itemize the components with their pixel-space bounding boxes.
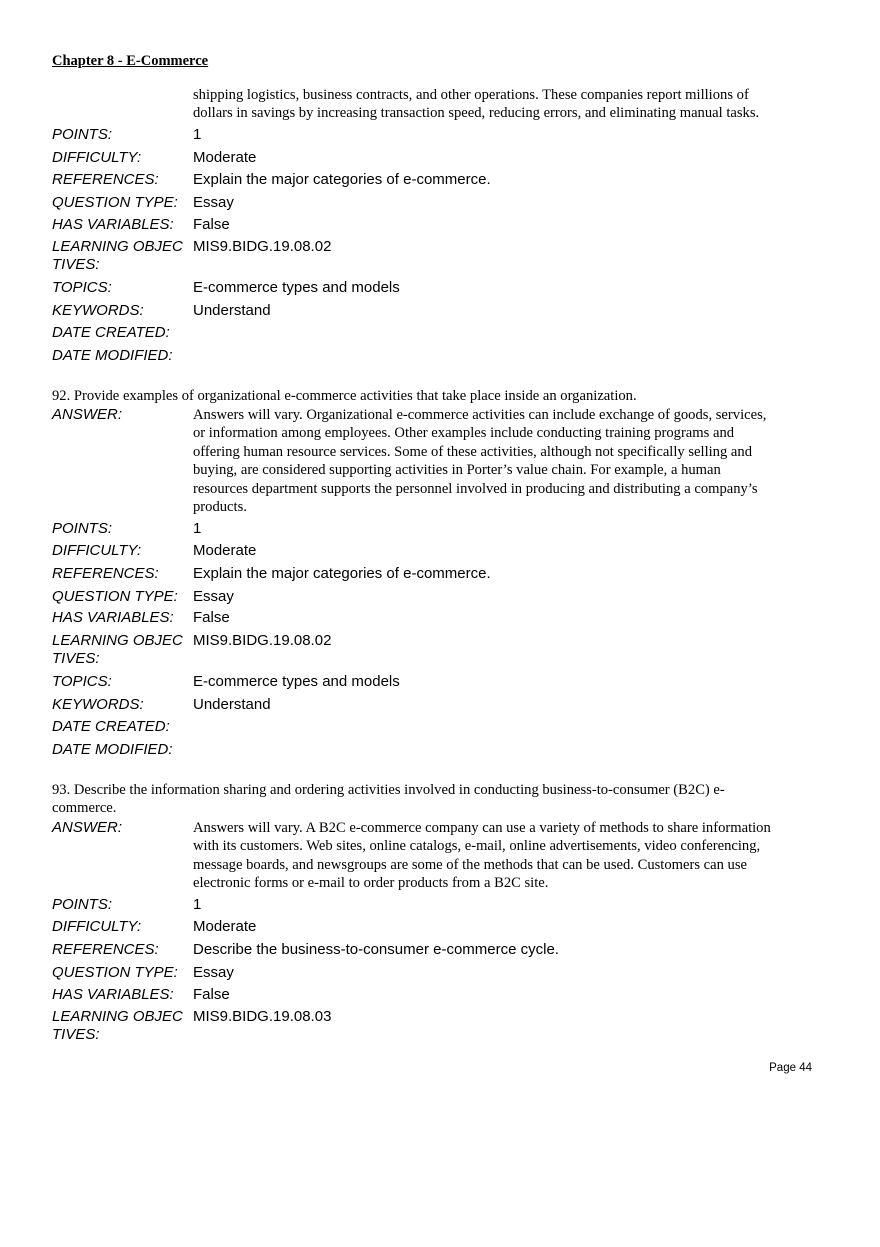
chapter-heading: Chapter 8 - E-Commerce — [52, 53, 209, 69]
answer-line: products. — [193, 499, 247, 516]
q92-points-value: 1 — [193, 520, 202, 537]
question-line: commerce. — [52, 800, 117, 817]
page-number: Page 44 — [769, 1062, 812, 1074]
q92-points-label: POINTS: — [52, 520, 113, 537]
q92-keywords-value: Understand — [193, 696, 271, 713]
q91-learning-objectives-value: MIS9.BIDG.19.08.02 — [193, 238, 332, 255]
q93-difficulty-label: DIFFICULTY: — [52, 918, 142, 935]
q92-difficulty-label: DIFFICULTY: — [52, 542, 142, 559]
q93-question-type-value: Essay — [193, 964, 234, 981]
label-line: TIVES: — [52, 256, 100, 273]
answer-line: message boards, and newsgroups are some of the methods that can be used. Customers can use — [193, 856, 748, 873]
q93-answer-label: ANSWER: — [52, 819, 123, 836]
q92-answer — [193, 406, 825, 516]
q91-keywords-label: KEYWORDS: — [52, 302, 144, 319]
q92-keywords-label: KEYWORDS: — [52, 696, 144, 713]
q92-date-created-label: DATE CREATED: — [52, 718, 170, 735]
q93-question — [52, 781, 787, 818]
answer-line: with its customers. Web sites, online catalogs, e-mail, online advertisements, video conferencing, — [193, 838, 761, 855]
answer-line: Answers will vary. Organizational e-commerce activities can include exchange of goods, services, — [193, 407, 767, 423]
q91-learning-objectives-label — [52, 238, 192, 274]
q93-learning-objectives-label — [52, 1008, 192, 1044]
q93-has-variables-label: HAS VARIABLES: — [52, 986, 174, 1003]
q92-topics-label: TOPICS: — [52, 673, 112, 690]
answer-line: resources department supports the personnel involved in producing and distributing a company’s — [193, 480, 758, 497]
q92-references-label: REFERENCES: — [52, 565, 159, 582]
q91-difficulty-label: DIFFICULTY: — [52, 149, 142, 166]
label-line: LEARNING OBJEC — [52, 238, 183, 255]
q92-answer-label: ANSWER: — [52, 406, 123, 423]
label-line: TIVES: — [52, 650, 100, 667]
q92-question: 92. Provide examples of organizational e-commerce activities that take place inside an organization. — [52, 388, 637, 404]
label-line: LEARNING OBJEC — [52, 632, 183, 649]
q91-references-label: REFERENCES: — [52, 171, 159, 188]
q93-has-variables-value: False — [193, 986, 230, 1003]
answer-line: electronic forms or e-mail to order products from a B2C site. — [193, 875, 549, 892]
q93-references-value: Describe the business-to-consumer e-commerce cycle. — [193, 941, 559, 958]
q91-has-variables-label: HAS VARIABLES: — [52, 216, 174, 233]
label-line: TIVES: — [52, 1026, 100, 1043]
q92-difficulty-value: Moderate — [193, 542, 257, 559]
q92-question-type-label: QUESTION TYPE: — [52, 588, 178, 605]
q91-date-created-label: DATE CREATED: — [52, 324, 170, 341]
q91-points-value: 1 — [193, 126, 202, 143]
q92-learning-objectives-value: MIS9.BIDG.19.08.02 — [193, 632, 332, 649]
q91-question-type-label: QUESTION TYPE: — [52, 194, 178, 211]
q93-learning-objectives-value: MIS9.BIDG.19.08.03 — [193, 1008, 332, 1025]
q91-points-label: POINTS: — [52, 126, 113, 143]
q91-difficulty-value: Moderate — [193, 149, 257, 166]
q91-has-variables-value: False — [193, 216, 230, 233]
q91-topics-value: E-commerce types and models — [193, 279, 400, 296]
answer-line: shipping logistics, business contracts, and other operations. These companies report millions of — [193, 87, 749, 103]
q91-topics-label: TOPICS: — [52, 279, 112, 296]
q92-references-value: Explain the major categories of e-commerce. — [193, 565, 491, 582]
q91-question-type-value: Essay — [193, 194, 234, 211]
q92-topics-value: E-commerce types and models — [193, 673, 400, 690]
q92-has-variables-value: False — [193, 609, 230, 626]
q91-answer — [193, 86, 825, 123]
q92-has-variables-label: HAS VARIABLES: — [52, 609, 174, 626]
label-line: LEARNING OBJEC — [52, 1008, 183, 1025]
q91-keywords-value: Understand — [193, 302, 271, 319]
q92-question-type-value: Essay — [193, 588, 234, 605]
q93-answer — [193, 819, 825, 893]
answer-line: dollars in savings by increasing transaction speed, reducing errors, and eliminating manual tasks. — [193, 105, 760, 122]
q92-learning-objectives-label — [52, 632, 192, 668]
q93-points-label: POINTS: — [52, 896, 113, 913]
q93-references-label: REFERENCES: — [52, 941, 159, 958]
answer-line: buying, are considered supporting activities in Porter’s value chain. For example, a human — [193, 462, 721, 479]
q93-difficulty-value: Moderate — [193, 918, 257, 935]
q92-date-modified-label: DATE MODIFIED: — [52, 741, 173, 758]
question-line: 93. Describe the information sharing and ordering activities involved in conducting business-to-consumer (B2C) e- — [52, 782, 725, 798]
answer-line: or information among employees. Other examples include conducting training programs and — [193, 425, 735, 442]
answer-line: Answers will vary. A B2C e-commerce company can use a variety of methods to share information — [193, 820, 771, 836]
q93-question-type-label: QUESTION TYPE: — [52, 964, 178, 981]
q93-points-value: 1 — [193, 896, 202, 913]
q91-date-modified-label: DATE MODIFIED: — [52, 347, 173, 364]
answer-line: offering human resource services. Some of these activities, although not specifically selling and — [193, 443, 752, 460]
q91-references-value: Explain the major categories of e-commerce. — [193, 171, 491, 188]
